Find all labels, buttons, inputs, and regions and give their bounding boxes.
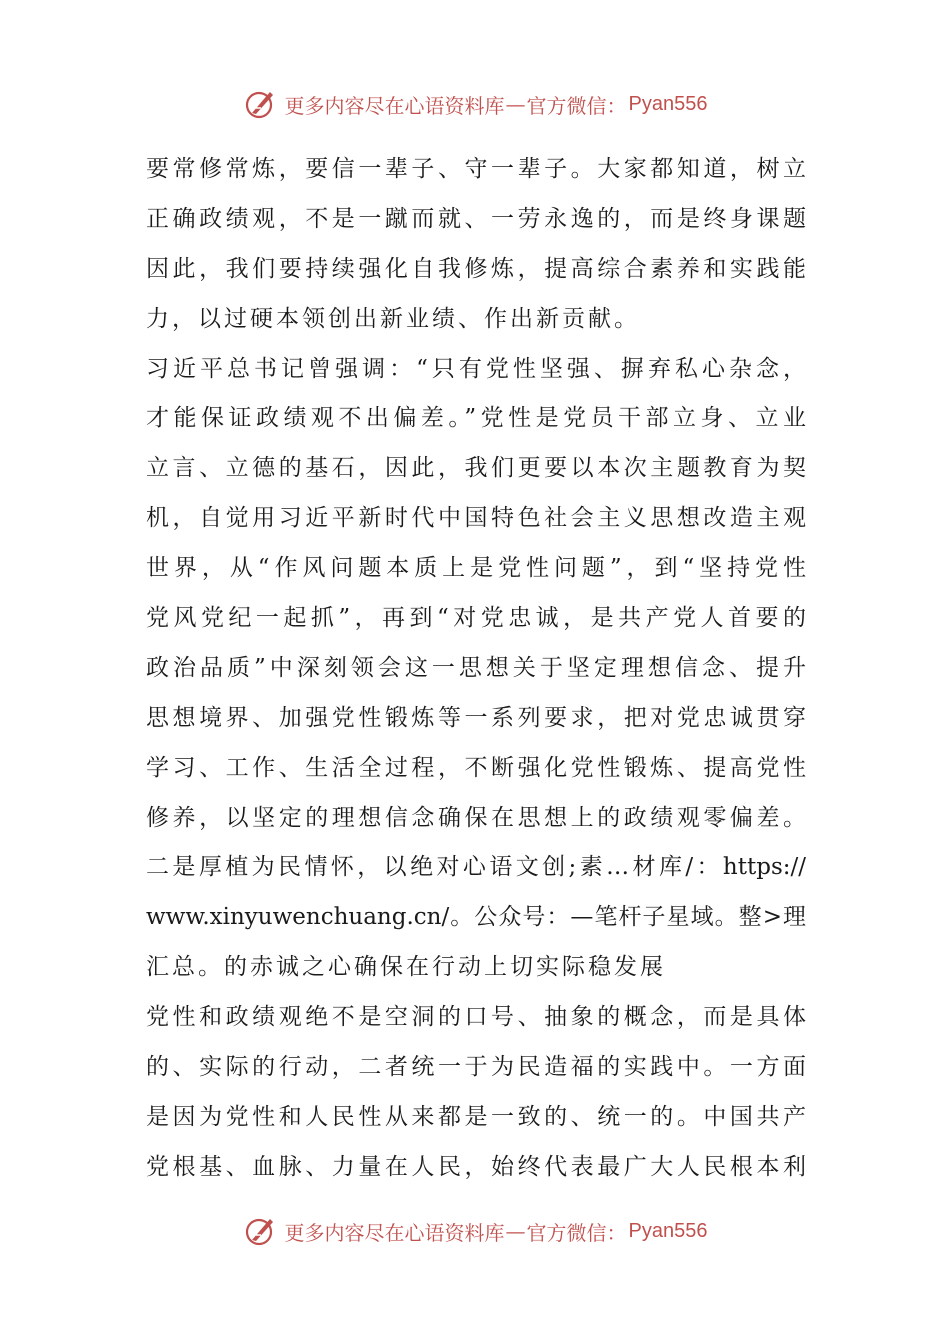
- text-line-17: 汇总。的赤诚之心确保在行动上切实际稳发展: [146, 954, 666, 981]
- text-line-15: 二是厚植为民情怀，以绝对心语文创;素…材库/：https://: [146, 854, 806, 881]
- text-line-7: 立言、立德的基石，因此，我们更要以本次主题教育为契: [146, 455, 806, 482]
- document-body: [146, 145, 806, 1193]
- footer-wechat-id: Pyan556: [628, 1219, 708, 1242]
- text-line-5: 习近平总书记曾强调：“只有党性坚强、摒弃私心杂念，: [146, 355, 806, 382]
- footer-text: 更多内容尽在心语资料库: [284, 1220, 505, 1245]
- quill-logo-icon: [243, 1213, 279, 1249]
- text-line-8: 机，自觉用习近平新时代中国特色社会主义思想改造主观: [146, 505, 806, 532]
- text-line-14: 修养，以坚定的理想信念确保在思想上的政绩观零偏差。: [146, 804, 806, 831]
- text-line-13: 学习、工作、生活全过程，不断强化党性锻炼、提高党性: [146, 754, 806, 781]
- header-wechat-id: Pyan556: [628, 92, 708, 115]
- footer-dash: —: [505, 1219, 526, 1243]
- text-line-2: 正确政绩观，不是一蹴而就、一劳永逸的，而是终身课题: [146, 205, 806, 232]
- text-line-9: 世界，从“作风问题本质上是党性问题”，到“坚持党性: [146, 555, 806, 582]
- footer-wechat-label: 官方微信：: [526, 1220, 627, 1245]
- header-wechat-label: 官方微信：: [526, 93, 627, 118]
- text-line-3: 因此，我们要持续强化自我修炼，提高综合素养和实践能: [146, 255, 806, 282]
- text-line-19: 的、实际的行动，二者统一于为民造福的实践中。一方面: [146, 1054, 806, 1081]
- footer-banner: [0, 1211, 950, 1251]
- text-line-11: 政治品质”中深刻领会这一思想关于坚定理想信念、提升: [146, 654, 806, 681]
- text-line-6: 才能保证政绩观不出偏差。”党性是党员干部立身、立业: [146, 405, 806, 432]
- header-text: 更多内容尽在心语资料库: [284, 93, 505, 118]
- text-line-16: www.xinyuwenchuang.cn/。公众号：—笔杆子星域。整>理: [146, 904, 806, 931]
- text-line-10: 党风党纪一起抓”，再到“对党忠诚，是共产党人首要的: [146, 605, 806, 632]
- text-line-12: 思想境界、加强党性锻炼等一系列要求，把对党忠诚贯穿: [146, 704, 806, 731]
- header-banner: [0, 84, 950, 124]
- text-line-20: 是因为党性和人民性从来都是一致的、统一的。中国共产: [146, 1103, 806, 1130]
- text-line-1: 要常修常炼，要信一辈子、守一辈子。大家都知道，树立: [146, 156, 806, 182]
- text-line-4: 力，以过硬本领创出新业绩、作出新贡献。: [146, 305, 640, 332]
- text-line-21: 党根基、血脉、力量在人民，始终代表最广大人民根本利: [146, 1153, 806, 1180]
- text-line-18: 党性和政绩观绝不是空洞的口号、抽象的概念，而是具体: [146, 1004, 806, 1031]
- header-dash: —: [505, 92, 526, 116]
- quill-logo-icon: [243, 86, 279, 122]
